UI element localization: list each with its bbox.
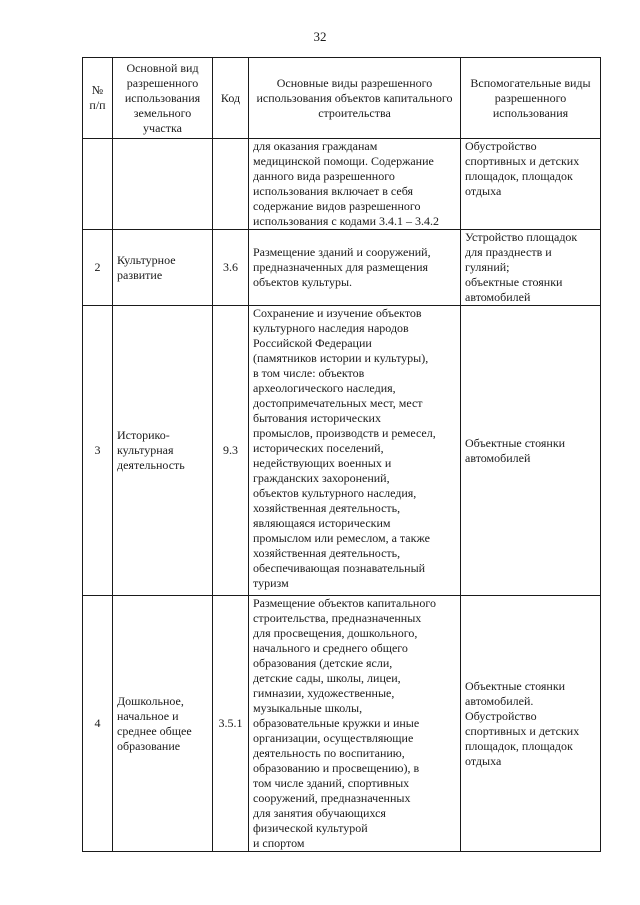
cell-text-line: физической культурой — [253, 821, 368, 835]
cell-code: 3.6 — [213, 230, 249, 306]
cell-text-line: гражданских захоронений, — [253, 471, 390, 485]
cell-text-line: Обустройство — [465, 139, 537, 153]
cell-text-line: деятельность по воспитанию, — [253, 746, 405, 760]
cell-text-line: в том числе: объектов — [253, 366, 365, 380]
cell-text-line: гуляний; — [465, 260, 510, 274]
table-header-row — [83, 58, 601, 139]
cell-code: 9.3 — [213, 306, 249, 596]
cell-text-line: Размещение объектов капитального — [253, 596, 436, 610]
cell-main-kinds — [249, 306, 461, 596]
cell-code — [213, 139, 249, 230]
cell-code: 3.5.1 — [213, 596, 249, 852]
cell-text-line: спортивных и детских — [465, 154, 580, 168]
cell-text-line: предназначенных для размещения — [253, 260, 429, 274]
table-row — [83, 306, 601, 596]
header-aux-kinds: Вспомогательные виды разрешенного использования — [461, 58, 601, 139]
cell-text-line: автомобилей — [465, 290, 531, 304]
header-main-kinds: Основные виды разрешенного использования объектов капитального строительства — [249, 58, 461, 139]
cell-text-line: строительства, предназначенных — [253, 611, 422, 625]
cell-text-line: автомобилей. — [465, 693, 534, 708]
cell-text-line: отдыха — [465, 184, 502, 198]
cell-text-line: музыкальные школы, — [253, 701, 363, 715]
cell-num — [83, 139, 113, 230]
cell-text-line: для оказания гражданам — [253, 139, 378, 153]
cell-main-kinds — [249, 139, 461, 230]
cell-text-line: образования (детские ясли, — [253, 656, 393, 670]
cell-text-line: площадок, площадок — [465, 738, 573, 753]
cell-text-line: обеспечивающая познавательный — [253, 561, 426, 575]
cell-text-line: хозяйственная деятельность, — [253, 546, 401, 560]
cell-text-line: недействующих военных и — [253, 456, 392, 470]
cell-use-type: Культурное развитие — [113, 230, 213, 306]
cell-text-line: (памятников истории и культуры), — [253, 351, 429, 365]
cell-text-line: исторических поселений, — [253, 441, 384, 455]
cell-text-line: промыслов, производств и ремесел, — [253, 426, 436, 440]
cell-text-line: Обустройство — [465, 708, 537, 723]
cell-text-line: объектов культуры. — [253, 275, 353, 289]
cell-use-type: Историко-культурная деятельность — [113, 306, 213, 596]
cell-text-line: начального и среднего общего — [253, 641, 408, 655]
cell-text-line: Размещение зданий и сооружений, — [253, 245, 431, 259]
cell-text-line: промыслом или ремеслом, а также — [253, 531, 430, 545]
cell-num: 2 — [83, 230, 113, 306]
cell-aux-kinds — [461, 139, 601, 230]
cell-text-line: Сохранение и изучение объектов — [253, 306, 422, 320]
cell-text-line: данного вида разрешенного — [253, 169, 395, 183]
cell-text-line: детские сады, школы, лицеи, — [253, 671, 401, 685]
table-row — [83, 139, 601, 230]
cell-text-line: туризм — [253, 576, 289, 590]
cell-num: 3 — [83, 306, 113, 596]
cell-text-line: организации, осуществляющие — [253, 731, 414, 745]
cell-text-line: культурного наследия народов — [253, 321, 409, 335]
cell-text-line: хозяйственная деятельность, — [253, 501, 401, 515]
header-num: № п/п — [83, 58, 113, 139]
cell-text-line: объектов культурного наследия, — [253, 486, 417, 500]
cell-text-line: для занятия обучающихся — [253, 806, 386, 820]
land-use-table — [82, 57, 601, 852]
cell-text-line: бытования исторических — [253, 411, 381, 425]
cell-text-line: содержание видов разрешенного — [253, 199, 421, 213]
cell-text-line: являющаяся историческим — [253, 516, 391, 530]
cell-text-line: для празднеств и — [465, 245, 552, 259]
cell-text-line: Российской Федерации — [253, 336, 372, 350]
cell-text-line: медицинской помощи. Содержание — [253, 154, 434, 168]
cell-text-line: образовательные кружки и иные — [253, 716, 420, 730]
table-row — [83, 230, 601, 306]
cell-use-type — [113, 139, 213, 230]
cell-text-line: сооружений, предназначенных — [253, 791, 411, 805]
cell-text-line: Устройство площадок — [465, 230, 578, 244]
cell-text-line: достопримечательных мест, мест — [253, 396, 423, 410]
cell-main-kinds — [249, 596, 461, 852]
cell-text-line: том числе зданий, спортивных — [253, 776, 410, 790]
cell-aux-kinds — [461, 306, 601, 596]
cell-text-line: отдыха — [465, 753, 502, 768]
cell-text-line: автомобилей — [465, 450, 531, 465]
cell-text-line: объектные стоянки — [465, 275, 563, 289]
cell-use-type: Дошкольное, начальное и среднее общее образование — [113, 596, 213, 852]
cell-text-line: археологического наследия, — [253, 381, 396, 395]
table-row — [83, 596, 601, 852]
cell-text-line: площадок, площадок — [465, 169, 573, 183]
cell-text-line: использования включает в себя — [253, 184, 414, 198]
cell-text-line: для просвещения, дошкольного, — [253, 626, 418, 640]
header-code: Код — [213, 58, 249, 139]
cell-num: 4 — [83, 596, 113, 852]
cell-main-kinds — [249, 230, 461, 306]
cell-aux-kinds — [461, 596, 601, 852]
cell-text-line: использования с кодами 3.4.1 – 3.4.2 — [253, 214, 439, 228]
cell-text-line: Объектные стоянки — [465, 435, 566, 450]
cell-text-line: и спортом — [253, 836, 305, 850]
cell-text-line: гимназии, художественные, — [253, 686, 395, 700]
header-use-type: Основной вид разрешенного использования земельного участка — [113, 58, 213, 139]
cell-aux-kinds — [461, 230, 601, 306]
page-number: 32 — [313, 29, 327, 44]
cell-text-line: Объектные стоянки — [465, 678, 566, 693]
cell-text-line: образованию и просвещению), в — [253, 761, 420, 775]
cell-text-line: спортивных и детских — [465, 723, 580, 738]
